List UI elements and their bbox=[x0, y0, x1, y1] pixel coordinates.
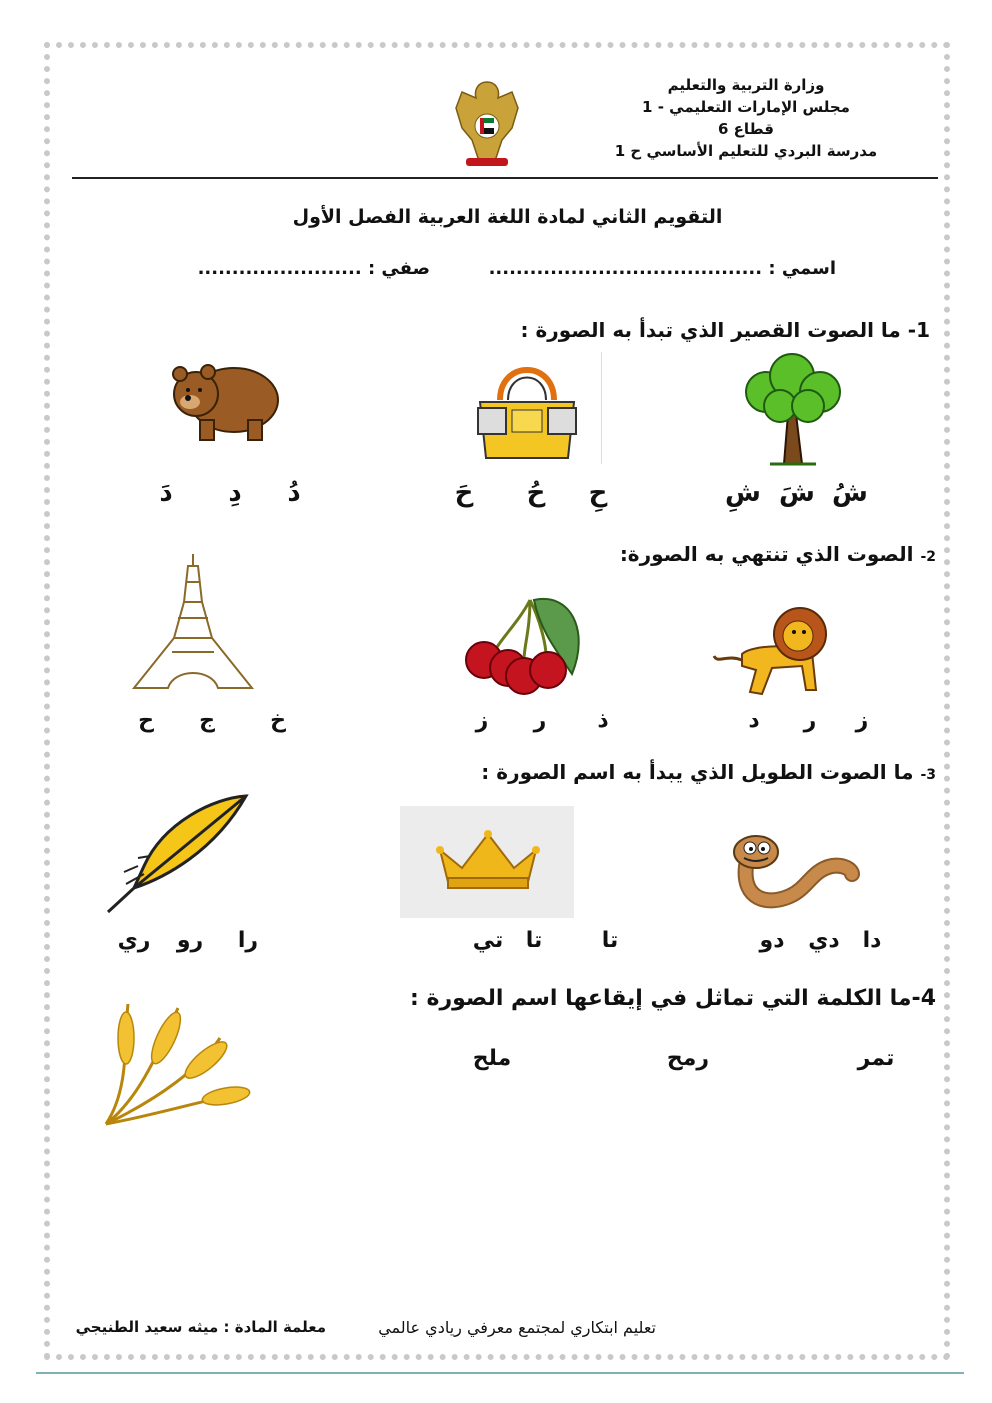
q3-option[interactable]: دي bbox=[808, 928, 840, 953]
q3-option[interactable]: تا bbox=[601, 928, 619, 953]
question-4: 4-ما الكلمة التي تماثل في إيقاعها اسم الصورة : bbox=[410, 986, 936, 1011]
question-2 bbox=[620, 542, 936, 566]
question-2-text: الصوت الذي تنتهي به الصورة: bbox=[619, 542, 914, 566]
name-dots: ........................................ bbox=[488, 258, 763, 279]
crown-image bbox=[400, 806, 574, 918]
council-name: مجلس الإمارات التعليمي - 1 bbox=[642, 98, 850, 116]
q3-option[interactable]: تي bbox=[472, 928, 504, 953]
q3-option[interactable]: دا bbox=[862, 928, 882, 953]
q1-option[interactable]: دُ bbox=[287, 478, 301, 508]
q1-option[interactable]: شُ bbox=[832, 478, 868, 508]
question-1: 1- ما الصوت القصير الذي تبدأ به الصورة : bbox=[520, 318, 930, 342]
q2-option[interactable]: ز bbox=[475, 708, 489, 733]
q1-option[interactable]: دَ bbox=[159, 478, 173, 508]
q2-option[interactable]: ذ bbox=[597, 708, 609, 733]
class-field[interactable] bbox=[198, 258, 430, 279]
name-label: اسمي : bbox=[768, 258, 836, 279]
sector-name: قطاع 6 bbox=[718, 120, 774, 138]
image-divider bbox=[601, 352, 602, 464]
bag-image bbox=[472, 356, 582, 464]
q1-option[interactable]: شَ bbox=[779, 478, 815, 508]
q2-option[interactable]: خ bbox=[270, 708, 286, 733]
tree-image bbox=[736, 352, 846, 468]
page-border bbox=[44, 42, 950, 1360]
q3-option[interactable]: رو bbox=[176, 928, 204, 953]
header-divider bbox=[72, 177, 938, 179]
feather-image bbox=[104, 792, 252, 916]
bear-image bbox=[164, 356, 282, 444]
q3-option[interactable]: را bbox=[237, 928, 259, 953]
question-3 bbox=[481, 760, 936, 784]
cherries-image bbox=[460, 590, 600, 700]
footer-slogan: تعليم ابتكاري لمجتمع معرفي ريادي عالمي bbox=[378, 1318, 656, 1337]
page-title: التقويم الثاني لمادة اللغة العربية الفصل الأول bbox=[292, 206, 723, 228]
q1-option[interactable]: دِ bbox=[228, 478, 242, 508]
question-3-text: ما الصوت الطويل الذي يبدأ به اسم الصورة : bbox=[481, 760, 914, 784]
ministry-name: وزارة التربية والتعليم bbox=[667, 76, 825, 94]
footer-teacher: معلمة المادة : ميثه سعيد الطنيجي bbox=[75, 1318, 326, 1336]
q1-option[interactable]: حِ bbox=[588, 478, 608, 508]
lion-image bbox=[712, 604, 852, 700]
eiffel-tower-image bbox=[128, 552, 258, 692]
uae-emblem bbox=[452, 78, 522, 170]
q1-option[interactable]: حُ bbox=[526, 478, 546, 508]
class-dots: ........................ bbox=[197, 258, 362, 279]
class-label: صفي : bbox=[367, 258, 430, 279]
question-3-number: 3- bbox=[920, 767, 936, 783]
q2-option[interactable]: ج bbox=[199, 708, 215, 733]
q4-word[interactable]: ملح bbox=[472, 1046, 512, 1071]
footer-line bbox=[36, 1372, 964, 1374]
header-block bbox=[596, 74, 896, 162]
q4-word[interactable]: تمر bbox=[857, 1046, 895, 1071]
q2-option[interactable]: ر bbox=[803, 708, 817, 733]
q1-option[interactable]: شِ bbox=[725, 478, 761, 508]
q2-option[interactable]: د bbox=[748, 708, 760, 733]
wheat-image bbox=[100, 998, 260, 1130]
q2-option[interactable]: ح bbox=[138, 708, 154, 733]
q3-option[interactable]: تا bbox=[525, 928, 543, 953]
worm-image bbox=[728, 830, 860, 912]
q4-word[interactable]: رمح bbox=[666, 1046, 710, 1071]
q1-option[interactable]: حَ bbox=[454, 478, 474, 508]
q3-option[interactable]: ري bbox=[117, 928, 151, 953]
q2-option[interactable]: ز bbox=[855, 708, 869, 733]
question-2-number: 2- bbox=[920, 549, 936, 565]
name-field[interactable] bbox=[489, 258, 836, 279]
q3-option[interactable]: دو bbox=[759, 928, 785, 953]
q2-option[interactable]: ر bbox=[533, 708, 547, 733]
school-name: مدرسة البردي للتعليم الأساسي ح 1 bbox=[614, 142, 878, 160]
